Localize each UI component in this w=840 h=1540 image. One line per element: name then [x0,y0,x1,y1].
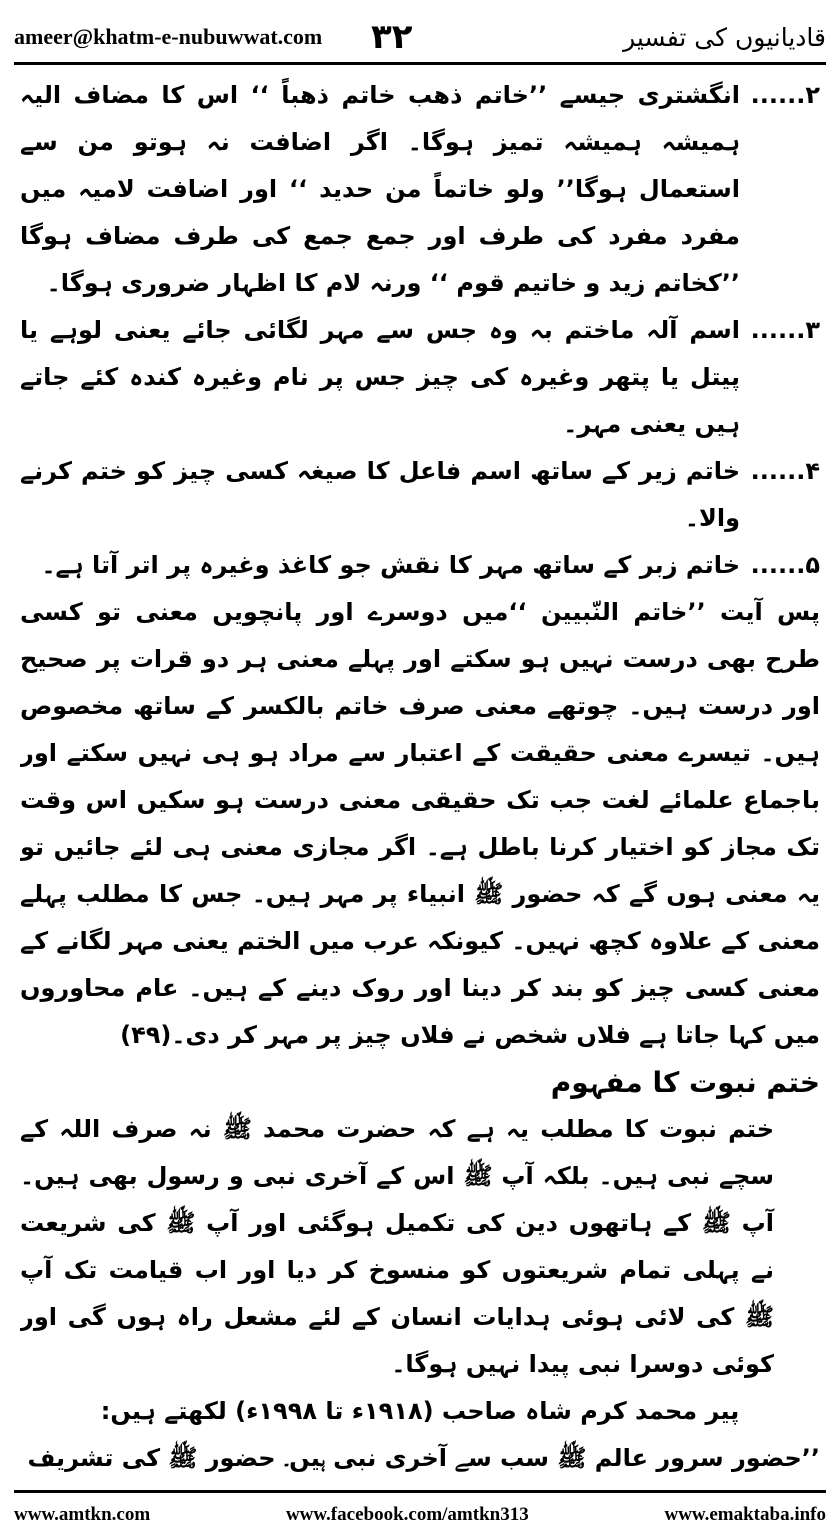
item-number: ۲...... [750,81,820,109]
footer-link-facebook[interactable]: www.facebook.com/amtkn313 [285,1504,529,1525]
item-text: خاتم زیر کے ساتھ اسم فاعل کا صیغہ کسی چیز کو ختم کرنے والا۔ [20,457,740,532]
citation-intro: پیر محمد کرم شاہ صاحب (۱۹۱۸ء تا ۱۹۹۸ء) لکھتے ہیں: [100,1397,740,1425]
list-item [20,72,820,307]
item-text: انگشتری جیسے ’’خاتم ذهب خاتم ذهباً ‘‘ اس کا مضاف الیہ ہمیشہ ہمیشہ تمیز ہوگا۔ اگر اضافت نہ ہوتو من سے استعمال ہوگا’’ ولو خاتماً من حدید ‘‘ اور اضافت لامیہ میں مفرد مفرد کی طرف اور جمع جمع کی طرف مضاف ہوگا ’’کخاتم زید و خاتیم قوم ‘‘ ورنہ لام کا اظہار ضروری ہوگا۔ [20,81,740,297]
list-item [20,448,820,542]
item-number: ۴...... [750,457,820,485]
page-number: ۳۲ [371,17,413,57]
item-text: اسم آلہ ماختم بہ وہ جس سے مہر لگائی جائے یعنی لوہے یا پیتل یا پتھر وغیرہ کی چیز جس پر نام وغیرہ کندہ کئے جاتے ہیں یعنی مہر۔ [20,316,740,438]
section-heading: ختم نبوت کا مفہوم [550,1066,820,1099]
book-title: قادیانیوں کی تفسیر [623,22,826,52]
page-header [14,12,826,62]
item-text: خاتم زبر کے ساتھ مہر کا نقش جو کاغذ وغیرہ پر اتر آتا ہے۔ [41,551,740,579]
page-footer [14,1500,826,1530]
main-paragraph: پس آیت ’’خاتم النّبیین ‘‘میں دوسرے اور پانچویں معنی تو کسی طرح بھی درست نہیں ہو سکتے اور پہلے معنی ہر دو قرات پر صحیح اور درست ہیں۔ چوتھے معنی صرف خاتم بالکسر کے ساتھ مخصوص ہیں۔ تیسرے معنی حقیقت کے اعتبار سے مراد ہو ہی نہیں سکتے اور باجماع علمائے لغت جب تک حقیقی معنی درست ہو سکیں اس وقت تک مجاز کو اختیار کرنا باطل ہے۔ اگر مجازی معنی ہی لئے جائیں تو یہ معنی ہوں گے کہ حضور ﷺ انبیاء پر مہر ہیں۔ جس کا مطلب پہلے معنی کے علاوہ کچھ نہیں۔ کیونکہ عرب میں الختم یعنی مہر لگانے کے معنی کسی چیز کو بند کر دینا اور روک دینے کے ہیں۔ عام محاوروں میں کہا جاتا ہے فلاں شخص نے فلاں چیز پر مہر کر دی۔(۴۹) [20,598,820,1049]
list-item [20,542,820,589]
footer-link-emaktaba[interactable]: www.emaktaba.info [664,1504,826,1525]
footer-link-amtkn[interactable]: www.amtkn.com [14,1504,151,1525]
header-rule [14,62,826,65]
list-item [20,307,820,448]
footer-rule [14,1490,826,1493]
header-email: ameer@khatm-e-nubuwwat.com [14,24,323,49]
item-number: ۳...... [750,316,820,344]
page-content [20,72,820,1482]
quote-start: ’’حضور سرور عالم ﷺ سب سے آخری نبی ہیں۔ حضور ﷺ کی تشریف [27,1444,820,1472]
meaning-paragraph: ختم نبوت کا مطلب یہ ہے کہ حضرت محمد ﷺ نہ صرف اللہ کے سچے نبی ہیں۔ بلکہ آپ ﷺ اس کے آخری نبی و رسول بھی ہیں۔ آپ ﷺ کے ہاتھوں دین کی تکمیل ہوگئی اور آپ ﷺ کی شریعت نے پہلی تمام شریعتوں کو منسوخ کر دیا اور اب قیامت تک آپ ﷺ کی لائی ہوئی ہدایات انسان کے لئے مشعل راہ ہوں گی اور کوئی دوسرا نبی پیدا نہیں ہوگا۔ [20,1115,774,1378]
item-number: ۵...... [750,551,820,579]
